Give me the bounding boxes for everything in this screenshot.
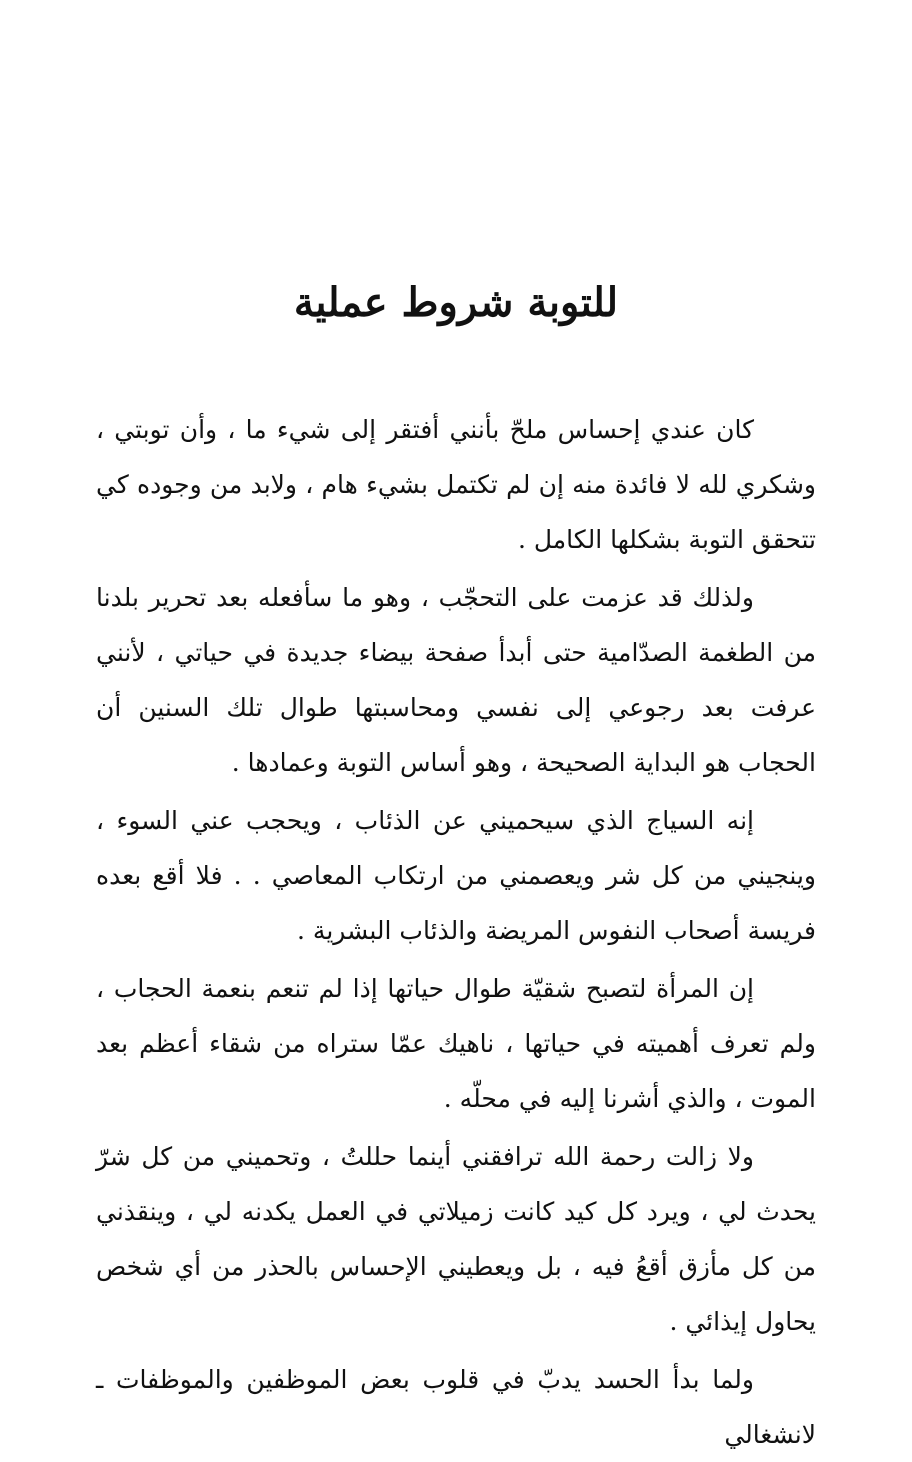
paragraph-1: كان عندي إحساس ملحّ بأنني أفتقر إلى شيء ما ، وأن توبتي ، وشكري لله لا فائدة منه إن لم تكتمل بشيء هام ، ولابد من وجوده كي تتحقق التوبة بشكلها الكامل . <box>96 415 816 554</box>
paragraph-6: ولما بدأ الحسد يدبّ في قلوب بعض الموظفين والموظفات ـ لانشغالي <box>96 1365 816 1449</box>
paragraph-2: ولذلك قد عزمت على التحجّب ، وهو ما سأفعله بعد تحرير بلدنا من الطغمة الصدّامية حتى أبدأ صفحة بيضاء جديدة في حياتي ، لأنني عرفت بعد رجوعي إلى نفسي ومحاسبتها طوال تلك السنين أن الحجاب هو البداية الصحيحة ، وهو أساس التوبة وعمادها . <box>96 583 816 777</box>
paragraph-5: ولا زالت رحمة الله ترافقني أينما حللتُ ، وتحميني من كل شرّ يحدث لي ، ويرد كل كيد كانت زميلاتي في العمل يكدنه لي ، وينقذني من كل مأزق أقعُ فيه ، بل ويعطيني الإحساس بالحذر من أي شخص يحاول إيذائي . <box>96 1142 816 1336</box>
chapter-title: للتوبة شروط عملية <box>293 279 619 326</box>
paragraph-4: إن المرأة لتصبح شقيّة طوال حياتها إذا لم تنعم بنعمة الحجاب ، ولم تعرف أهميته في حياتها ، ناهيك عمّا ستراه من شقاء أعظم بعد الموت ، والذي أشرنا إليه في محلّه . <box>96 974 816 1113</box>
paragraph-3: إنه السياج الذي سيحميني عن الذئاب ، ويحجب عني السوء ، وينجيني من كل شر ويعصمني من ارتكاب المعاصي . . فلا أقع بعده فريسة أصحاب النفوس المريضة والذئاب البشرية . <box>96 806 816 945</box>
chapter-body <box>96 402 816 1462</box>
